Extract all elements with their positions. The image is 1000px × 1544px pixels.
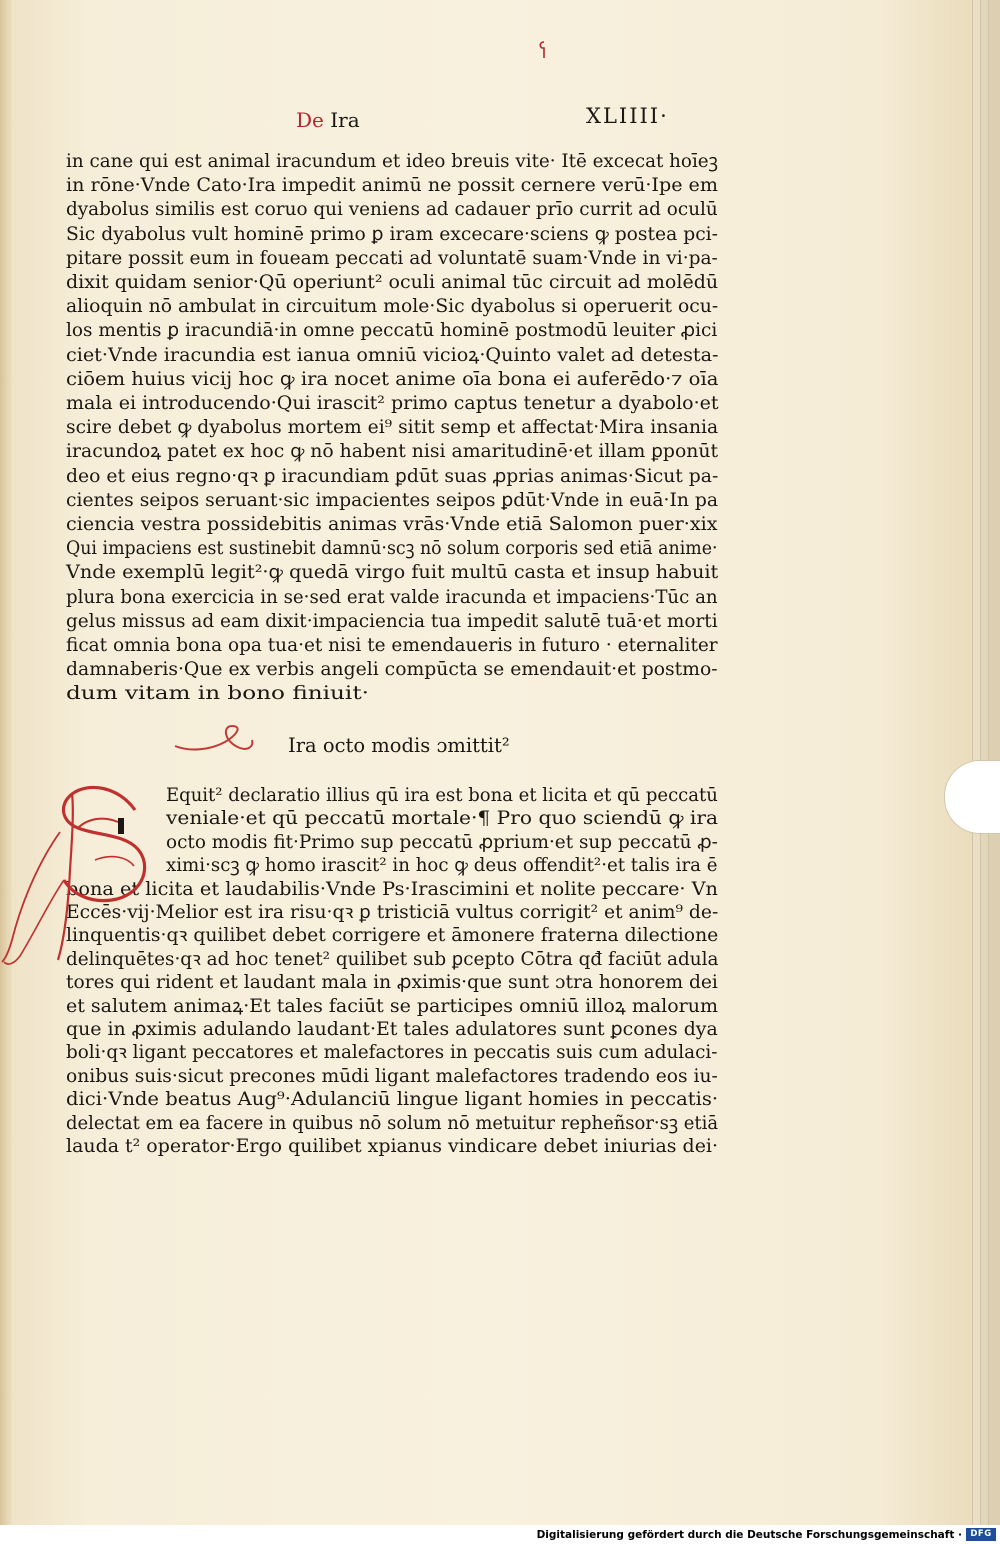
running-title-text: Ira xyxy=(330,108,360,132)
digitization-credit: Digitalisierung gefördert durch die Deutsche Forschungsgemeinschaft · xyxy=(536,1529,962,1541)
marginal-flourish-icon xyxy=(170,722,260,762)
text-line: Sic dyabolus vult hominē primo ꝑ iram excecare·sciens ꝙ postea pci- xyxy=(66,223,718,245)
text-line: gelus missus ad eam dixit·impaciencia tua impedit salutē tuā·et morti xyxy=(66,610,718,632)
text-line: dum vitam in bono finiuit· xyxy=(66,683,369,705)
text-line: tores qui rident et laudant mala in ꝓximis·que sunt ɔtra honorem dei xyxy=(66,972,718,994)
text-line: pitare possit eum in foueam peccati ad voluntatē suam·Vnde in vi·pa- xyxy=(66,247,718,269)
folio-number: XLIIII· xyxy=(586,104,669,128)
text-line: Qui impaciens est sustinebit damnū·scꝫ nō solum corporis sed etiā anime· xyxy=(66,538,718,560)
text-line: in rōne·Vnde Cato·Ira impedit animū ne possit cernere verū·Ipe em xyxy=(66,175,718,197)
text-line: Vnde exemplū legit²·ꝙ quedā virgo fuit multū casta et insup habuit xyxy=(66,562,719,584)
text-line: delinquētes·qꝛ ad hoc tenet² quilibet sub ꝑcepto Cōtra qđ faciūt adula xyxy=(66,948,719,970)
dfg-logo: DFG xyxy=(966,1528,996,1541)
text-line: deo et eius regno·qꝛ ꝑ iracundiam ꝑdūt suas ꝓprias animas·Sicut pa- xyxy=(66,465,719,487)
decorated-initial-s-icon xyxy=(0,770,170,980)
running-title xyxy=(296,108,360,132)
text-line: bona et licita et laudabilis·Vnde Ps·Irascimini et nolite peccare· Vn xyxy=(66,878,718,900)
text-line: dyabolus similis est coruo qui veniens ad cadauer prīo currit ad oculū xyxy=(66,199,718,221)
text-line: mala ei introducendo·Qui irascit² primo captus tenetur a dyabolo·et xyxy=(66,393,719,414)
text-line: ciencia vestra possidebitis animas vrās·Vnde etiā Salomon puer·xix xyxy=(66,514,718,535)
text-line: ciōem huius vicij hoc ꝙ ira nocet anime oīa bona ei auferēdo·⁊ oīa xyxy=(66,368,719,390)
text-line: dici·Vnde beatus Aug⁹·Adulanciū lingue ligant homies in peccatis· xyxy=(66,1089,719,1111)
text-line: ximi·scꝫ ꝙ homo irascit² in hoc ꝙ deus offendit²·et talis ira ē xyxy=(166,855,718,877)
text-line: cientes seipos seruant·sic impacientes seipos ꝑdūt·Vnde in euā·In pa xyxy=(66,489,718,511)
text-line: delectat em ea facere in quibus nō solum nō metuitur repheñsor·sꝫ etiā xyxy=(66,1112,719,1134)
text-line: et salutem animaꝝ·Et tales faciūt se participes omniū illoꝝ malorum xyxy=(66,995,719,1017)
text-line: dixit quidam senior·Qū operiunt² oculi animal tūc circuit ad molēdū xyxy=(66,272,719,293)
text-line: damnaberis·Que ex verbis angeli compūcta se emendauit·et postmo- xyxy=(66,659,718,681)
text-line: los mentis ꝑ iracundiā·in omne peccatū hominē postmodū leuiter ꝓici xyxy=(66,320,718,342)
text-line: scire debet ꝙ dyabolus mortem ei⁹ sitit semp et affectat·Mira insania xyxy=(66,417,719,439)
text-line: ficat omnia bona opa tua·et nisi te emendaueris in futuro · eternaliter xyxy=(66,635,718,656)
text-line: octo modis fit·Primo sup peccatū ꝓprium·et sup peccatū ꝓ- xyxy=(166,831,718,853)
text-line: in cane qui est animal iracundum et ideo breuis vite· Itē excecat hoīeꝫ xyxy=(66,151,718,172)
text-line: que in ꝓximis adulando laudant·Et tales adulatores sunt ꝑcones dya xyxy=(66,1019,718,1040)
text-line: ciet·Vnde iracundia est ianua omniū vicioꝝ·Quinto valet ad detesta- xyxy=(66,344,719,366)
text-line: linquentis·qꝛ quilibet debet corrigere et āmonere fraterna dilectione xyxy=(66,925,719,947)
text-line: iracundoꝝ patet ex hoc ꝙ nō habent nisi amaritudinē·et illam ꝑponūt xyxy=(66,441,719,463)
text-line: veniale·et qū peccatū mortale·¶ Pro quo sciendū ꝙ ira xyxy=(166,808,719,830)
text-line: lauda t² operator·Ergo quilibet xpianus vindicare debet iniurias dei· xyxy=(66,1136,719,1157)
text-line: plura bona exercicia in se·sed erat valde iracunda et impaciens·Tūc an xyxy=(66,586,718,608)
text-line: Equit² declaratio illius qū ira est bona et licita et qū peccatū xyxy=(166,785,718,806)
text-line: boli·qꝛ ligant peccatores et malefactores in peccatis suis cum adulaci- xyxy=(66,1042,718,1064)
text-line: Eccēs·vij·Melior est ira risu·qꝛ ꝑ tristiciā vultus corrigit² et anim⁹ de- xyxy=(66,902,719,923)
paragraph-mark-icon xyxy=(537,40,551,60)
section-heading: Ira octo modis ɔmittit² xyxy=(288,734,510,757)
text-line: alioquin nō ambulat in circuitum mole·Sic dyabolus si operuerit ocu- xyxy=(66,296,719,318)
text-line: onibus suis·sicut precones mūdi ligant malefactores tradendo eos iu- xyxy=(66,1065,718,1087)
running-title-rubric: De xyxy=(296,108,324,132)
